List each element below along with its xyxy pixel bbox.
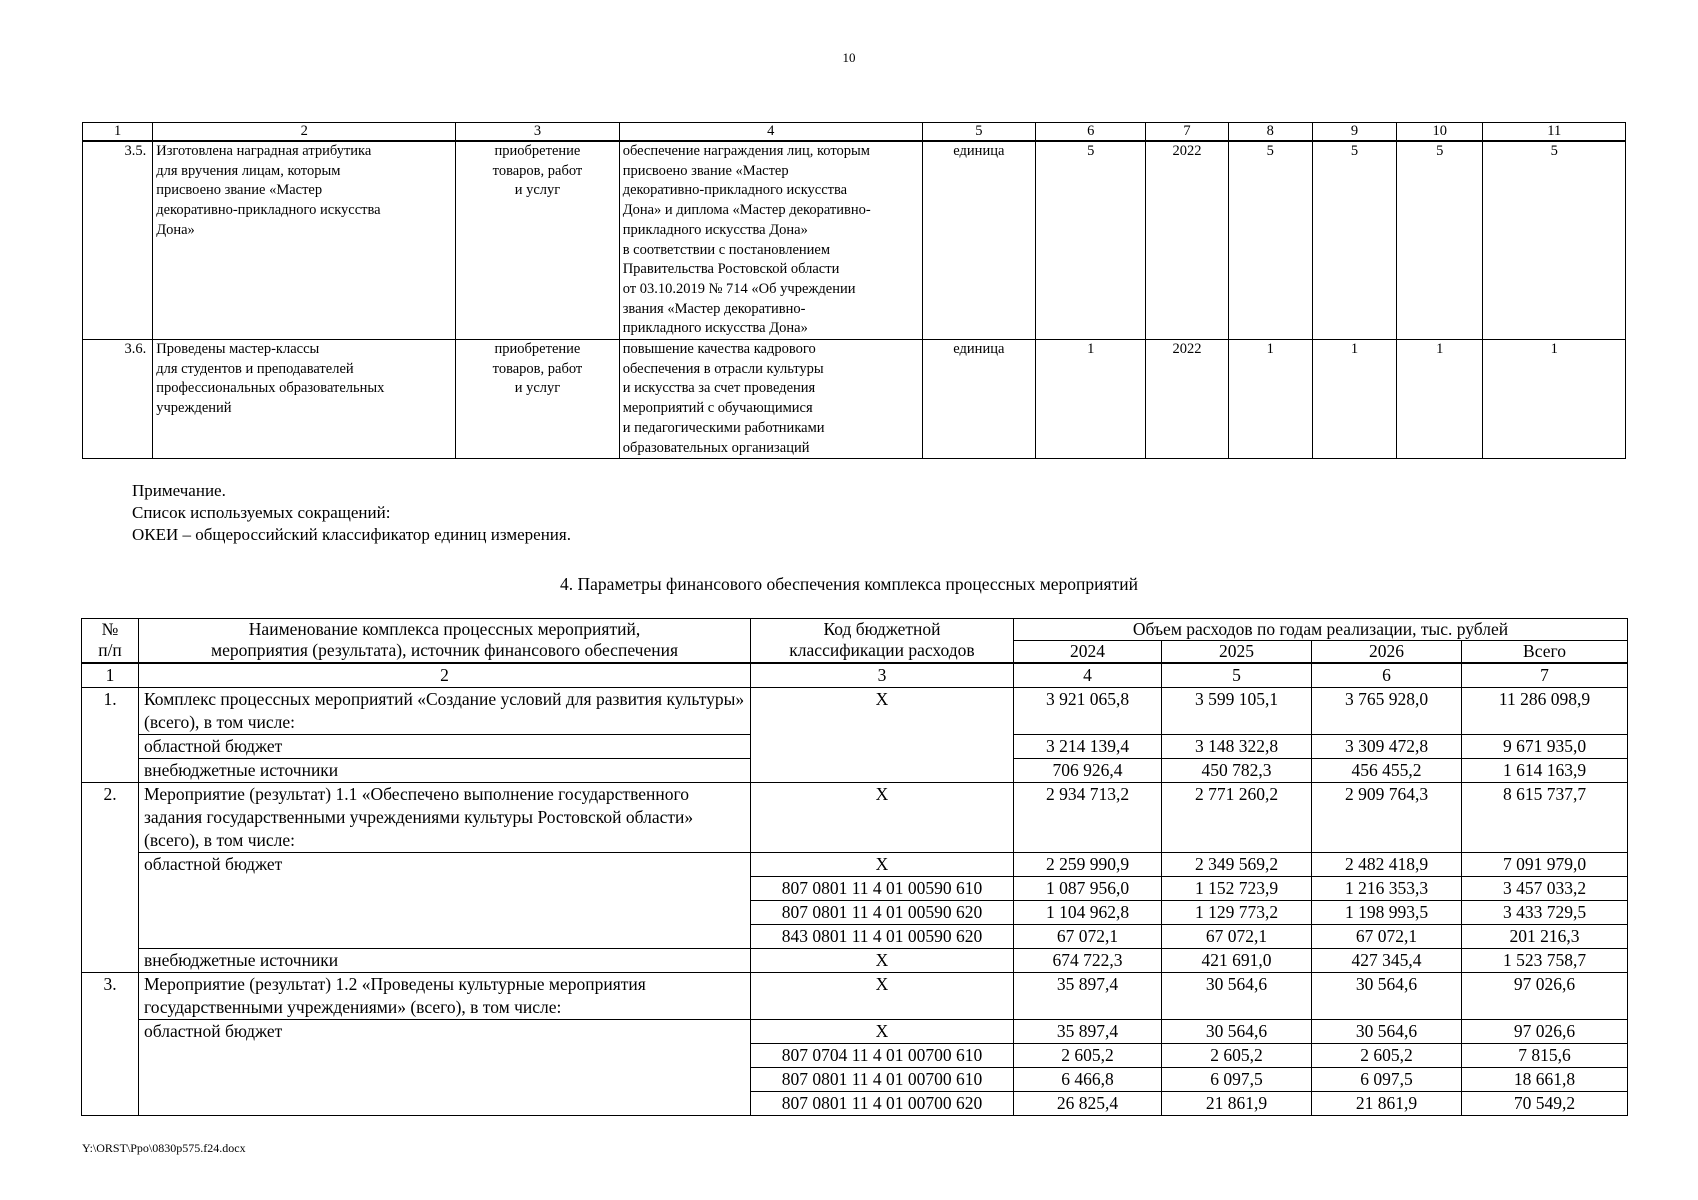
amount-cell: 97 026,6: [1462, 1020, 1628, 1044]
table-row: [83, 340, 1626, 459]
row-number: 3.5.: [83, 141, 153, 340]
text-line: для студентов и преподавателей: [156, 360, 354, 377]
amount-cell: 97 026,6: [1462, 973, 1628, 1020]
source-label: областной бюджет: [139, 735, 751, 759]
value-cell: 1: [1397, 340, 1483, 459]
amount-cell: 2 605,2: [1162, 1044, 1312, 1068]
value-cell: 5: [1312, 141, 1396, 340]
col-num: 6: [1312, 663, 1462, 688]
code-cell: X: [751, 949, 1014, 973]
text-line: декоративно-прикладного искусства: [156, 202, 381, 219]
text-line: и педагогическими работниками: [622, 419, 825, 436]
financing-table: [81, 618, 1628, 1116]
amount-cell: 30 564,6: [1312, 1020, 1462, 1044]
amount-cell: 450 782,3: [1162, 759, 1312, 783]
table-row: [82, 973, 1628, 1020]
amount-cell: 3 214 139,4: [1014, 735, 1162, 759]
header-text: п/п: [98, 640, 122, 660]
value-cell: 5: [1397, 141, 1483, 340]
code-cell: 843 0801 11 4 01 00590 620: [751, 925, 1014, 949]
header-text: №: [101, 619, 119, 639]
source-label: внебюджетные источники: [139, 949, 751, 973]
amount-cell: 18 661,8: [1462, 1068, 1628, 1092]
amount-cell: 67 072,1: [1162, 925, 1312, 949]
col-num: 2: [139, 663, 751, 688]
note-title: Примечание.: [132, 481, 226, 500]
text-line: учреждений: [156, 400, 232, 417]
amount-cell: 6 097,5: [1312, 1068, 1462, 1092]
header-text: мероприятия (результата), источник финансового обеспечения: [211, 640, 678, 660]
amount-cell: 201 216,3: [1462, 925, 1628, 949]
text-line: присвоено звание «Мастер: [156, 182, 323, 199]
value-cell: 5: [1483, 141, 1626, 340]
text-line: Дона» и диплома «Мастер декоративно-: [622, 202, 871, 219]
text-line: присвоено звание «Мастер: [622, 162, 789, 179]
section-title: 4. Параметры финансового обеспечения комплекса процессных мероприятий: [560, 574, 1138, 594]
value-cell: 1: [1036, 340, 1146, 459]
text-line: Изготовлена наградная атрибутика: [156, 143, 372, 159]
row-number: 3.: [82, 973, 139, 1116]
amount-cell: 3 921 065,8: [1014, 688, 1162, 735]
amount-cell: 6 097,5: [1162, 1068, 1312, 1092]
amount-cell: 9 671 935,0: [1462, 735, 1628, 759]
amount-cell: 1 087 956,0: [1014, 877, 1162, 901]
amount-cell: 1 198 993,5: [1312, 901, 1462, 925]
value-cell: 5: [1036, 141, 1146, 340]
text-line: Правительства Ростовской области: [622, 261, 840, 278]
col-num: 11: [1483, 123, 1626, 142]
header-code: [751, 619, 1014, 664]
text-line: декоративно-прикладного искусства: [622, 182, 848, 199]
amount-cell: 11 286 098,9: [1462, 688, 1628, 735]
amount-cell: 3 309 472,8: [1312, 735, 1462, 759]
unit-cell: единица: [922, 340, 1035, 459]
table-row: [83, 141, 1626, 340]
text-line: Проведены мастер-классы: [156, 341, 320, 358]
result-name: [153, 141, 456, 340]
result-description: [619, 340, 922, 459]
column-numbers-row: [83, 123, 1626, 142]
text-line: повышение качества кадрового: [622, 341, 816, 358]
amount-cell: 2 259 990,9: [1014, 853, 1162, 877]
amount-cell: 3 433 729,5: [1462, 901, 1628, 925]
amount-cell: 1 104 962,8: [1014, 901, 1162, 925]
text-line: товаров, работ: [492, 162, 583, 179]
page-number: 10: [842, 50, 856, 65]
col-num: 4: [619, 123, 922, 142]
amount-cell: 674 722,3: [1014, 949, 1162, 973]
text-line: профессиональных образовательных: [156, 380, 385, 397]
code-cell: X: [751, 973, 1014, 1020]
row-title: Мероприятие (результат) 1.1 «Обеспечено выполнение государственного задания государственными учреждениями культуры Ростовской области» (всего), в том числе:: [139, 783, 751, 853]
header-text: Код бюджетной: [823, 619, 941, 639]
value-cell: 1: [1312, 340, 1396, 459]
results-table: [82, 122, 1626, 459]
table-row: [82, 853, 1628, 877]
amount-cell: 30 564,6: [1162, 973, 1312, 1020]
header-num: [82, 619, 139, 664]
code-cell: X: [751, 853, 1014, 877]
source-label: областной бюджет: [139, 853, 751, 949]
amount-cell: 1 129 773,2: [1162, 901, 1312, 925]
result-description: [619, 141, 922, 340]
result-type: [456, 141, 620, 340]
col-num: 1: [82, 663, 139, 688]
code-cell: X: [751, 688, 1014, 783]
text-line: и услуг: [514, 380, 561, 397]
col-num: 7: [1146, 123, 1228, 142]
source-label: внебюджетные источники: [139, 759, 751, 783]
text-line: Дона»: [156, 221, 195, 238]
amount-cell: 3 599 105,1: [1162, 688, 1312, 735]
year-cell: 2022: [1146, 340, 1228, 459]
amount-cell: 2 605,2: [1014, 1044, 1162, 1068]
col-num: 3: [751, 663, 1014, 688]
amount-cell: 26 825,4: [1014, 1092, 1162, 1116]
notes-block: [132, 480, 571, 546]
amount-cell: 8 615 737,7: [1462, 783, 1628, 853]
code-cell: 807 0801 11 4 01 00700 620: [751, 1092, 1014, 1116]
row-number: 3.6.: [83, 340, 153, 459]
amount-cell: 427 345,4: [1312, 949, 1462, 973]
amount-cell: 67 072,1: [1312, 925, 1462, 949]
text-line: звания «Мастер декоративно-: [622, 300, 806, 317]
table-row: [82, 949, 1628, 973]
text-line: прикладного искусства Дона»: [622, 320, 808, 337]
amount-cell: 70 549,2: [1462, 1092, 1628, 1116]
amount-cell: 1 216 353,3: [1312, 877, 1462, 901]
amount-cell: 7 815,6: [1462, 1044, 1628, 1068]
code-cell: X: [751, 1020, 1014, 1044]
text-line: и услуг: [514, 182, 561, 199]
text-line: обеспечение награждения лиц, которым: [622, 143, 870, 159]
amount-cell: 21 861,9: [1162, 1092, 1312, 1116]
source-label: областной бюджет: [139, 1020, 751, 1116]
code-cell: 807 0704 11 4 01 00700 610: [751, 1044, 1014, 1068]
col-num: 7: [1462, 663, 1628, 688]
amount-cell: 2 909 764,3: [1312, 783, 1462, 853]
amount-cell: 7 091 979,0: [1462, 853, 1628, 877]
amount-cell: 3 765 928,0: [1312, 688, 1462, 735]
amount-cell: 3 148 322,8: [1162, 735, 1312, 759]
header-text: Наименование комплекса процессных мероприятий,: [248, 619, 641, 639]
header-text: классификации расходов: [789, 640, 975, 660]
text-line: и искусства за счет проведения: [622, 380, 816, 397]
text-line: для вручения лицам, которым: [156, 162, 341, 179]
note-abbrev-title: Список используемых сокращений:: [132, 503, 391, 522]
text-line: в соответствии с постановлением: [622, 241, 831, 258]
note-abbrev-okei: ОКЕИ – общероссийский классификатор единиц измерения.: [132, 525, 571, 544]
amount-cell: 2 605,2: [1312, 1044, 1462, 1068]
text-line: мероприятий с обучающимися: [622, 400, 813, 417]
code-cell: 807 0801 11 4 01 00590 610: [751, 877, 1014, 901]
amount-cell: 706 926,4: [1014, 759, 1162, 783]
code-cell: 807 0801 11 4 01 00590 620: [751, 901, 1014, 925]
header-year: 2024: [1014, 641, 1162, 664]
table-row: [82, 1020, 1628, 1044]
amount-cell: 1 523 758,7: [1462, 949, 1628, 973]
table-row: [82, 688, 1628, 735]
amount-cell: 2 771 260,2: [1162, 783, 1312, 853]
row-title: Комплекс процессных мероприятий «Создание условий для развития культуры» (всего), в том числе:: [139, 688, 751, 735]
code-cell: 807 0801 11 4 01 00700 610: [751, 1068, 1014, 1092]
header-year: 2026: [1312, 641, 1462, 664]
amount-cell: 35 897,4: [1014, 973, 1162, 1020]
file-path-footer: Y:\ORST\Ppo\0830p575.f24.docx: [82, 1141, 246, 1155]
col-num: 4: [1014, 663, 1162, 688]
header-name: [139, 619, 751, 664]
column-numbers-row: [82, 663, 1628, 688]
result-name: [153, 340, 456, 459]
header-total: Всего: [1462, 641, 1628, 664]
text-line: приобретение: [494, 341, 581, 358]
col-num: 8: [1228, 123, 1312, 142]
col-num: 10: [1397, 123, 1483, 142]
value-cell: 1: [1483, 340, 1626, 459]
text-line: обеспечения в отрасли культуры: [622, 360, 824, 377]
col-num: 6: [1036, 123, 1146, 142]
text-line: приобретение: [494, 143, 581, 159]
amount-cell: 1 614 163,9: [1462, 759, 1628, 783]
code-cell: X: [751, 783, 1014, 853]
amount-cell: 456 455,2: [1312, 759, 1462, 783]
text-line: от 03.10.2019 № 714 «Об учреждении: [622, 280, 856, 297]
amount-cell: 421 691,0: [1162, 949, 1312, 973]
value-cell: 1: [1228, 340, 1312, 459]
col-num: 5: [1162, 663, 1312, 688]
amount-cell: 35 897,4: [1014, 1020, 1162, 1044]
amount-cell: 30 564,6: [1162, 1020, 1312, 1044]
amount-cell: 2 934 713,2: [1014, 783, 1162, 853]
col-num: 5: [922, 123, 1035, 142]
header-year: 2025: [1162, 641, 1312, 664]
amount-cell: 6 466,8: [1014, 1068, 1162, 1092]
amount-cell: 3 457 033,2: [1462, 877, 1628, 901]
header-volume: Объем расходов по годам реализации, тыс. рублей: [1014, 619, 1628, 641]
text-line: образовательных организаций: [622, 439, 810, 456]
amount-cell: 2 482 418,9: [1312, 853, 1462, 877]
result-type: [456, 340, 620, 459]
row-number: 2.: [82, 783, 139, 973]
text-line: товаров, работ: [492, 360, 583, 377]
amount-cell: 21 861,9: [1312, 1092, 1462, 1116]
col-num: 3: [456, 123, 620, 142]
amount-cell: 30 564,6: [1312, 973, 1462, 1020]
amount-cell: 67 072,1: [1014, 925, 1162, 949]
amount-cell: 2 349 569,2: [1162, 853, 1312, 877]
col-num: 2: [153, 123, 456, 142]
amount-cell: 1 152 723,9: [1162, 877, 1312, 901]
year-cell: 2022: [1146, 141, 1228, 340]
header-row: [82, 619, 1628, 641]
value-cell: 5: [1228, 141, 1312, 340]
row-number: 1.: [82, 688, 139, 783]
col-num: 1: [83, 123, 153, 142]
col-num: 9: [1312, 123, 1396, 142]
table-row: [82, 783, 1628, 853]
unit-cell: единица: [922, 141, 1035, 340]
row-title: Мероприятие (результат) 1.2 «Проведены культурные мероприятия государственными учреждениями» (всего), в том числе:: [139, 973, 751, 1020]
text-line: прикладного искусства Дона»: [622, 221, 808, 238]
